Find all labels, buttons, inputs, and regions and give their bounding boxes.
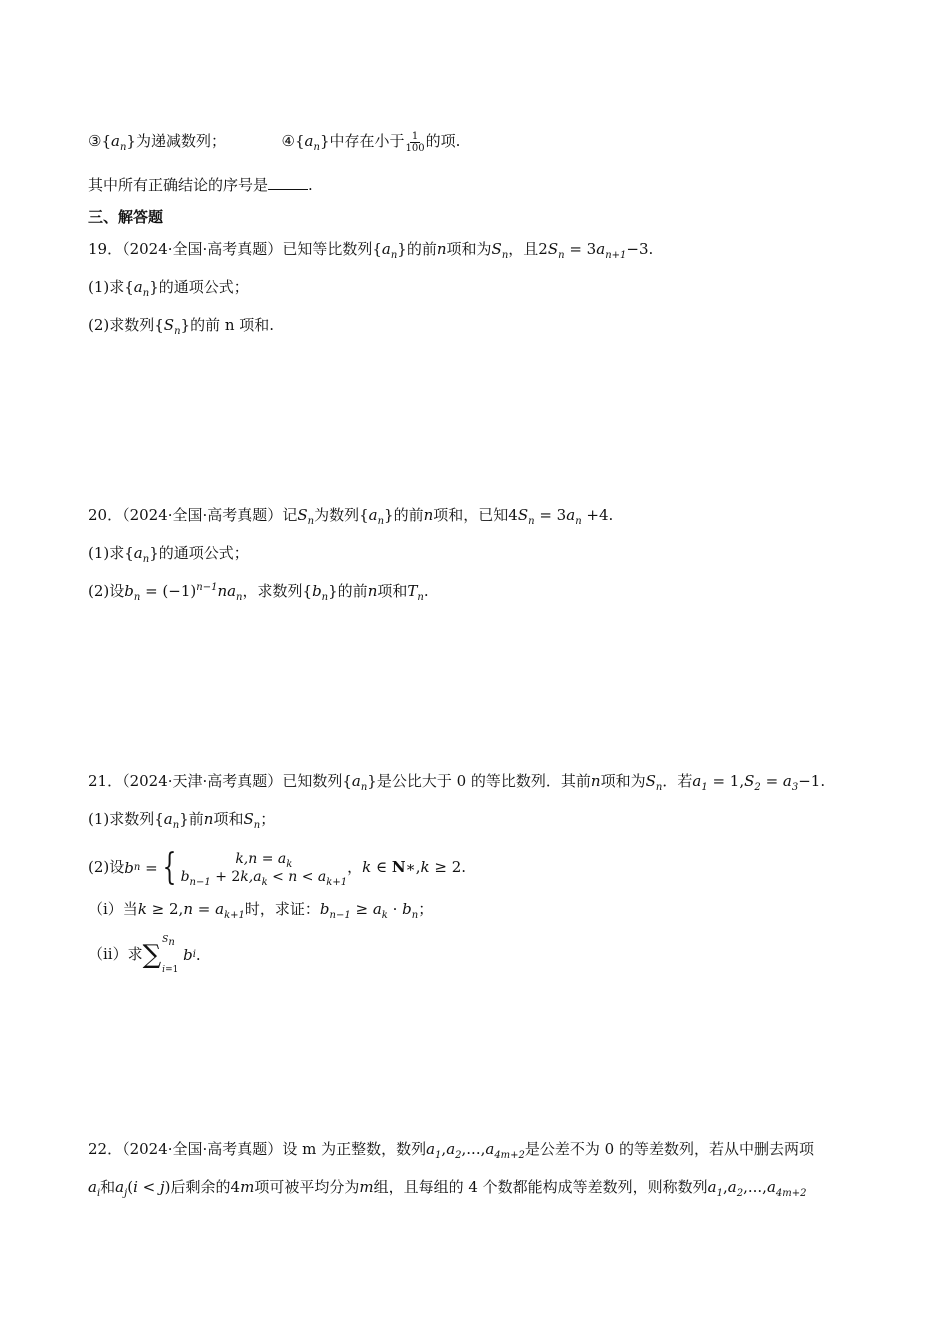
- item-4-text: 中存在小于: [329, 132, 405, 150]
- math-seq-an: $\{a_n\}$: [294, 132, 330, 153]
- math-equation: $a_1 = 1,S_2 = a_3-1$.: [692, 772, 826, 793]
- item-3-text: 为递减数列；: [135, 132, 226, 150]
- q22-source: （2024·全国·高考真题）: [122, 1140, 283, 1158]
- q20-part1: (1)求$\{a_n\}$的通项公式；: [88, 544, 249, 565]
- q21-sub1: （i）当$k \ge 2,n = a_{k+1}$时，求证：$b_{n-1} \ge a_k \cdot b_n$；: [88, 900, 434, 921]
- q19-stem: 19．（2024·全国·高考真题）已知等比数列$\{a_n\}$的前n项和为$S_n$，且$2S_n = 3a_{n+1}-3$.: [88, 240, 654, 261]
- q21-stem: 21．（2024·天津·高考真题）已知数列$\{a_n\}$是公比大于 0 的等比数列．其前n项和为$S_n$．若$a_1 = 1,S_2 = a_3-1$.: [88, 772, 826, 793]
- item-4-mark: ④: [281, 132, 295, 150]
- q20-source: （2024·全国·高考真题）: [122, 506, 283, 524]
- section-title: 三、解答题: [88, 208, 164, 226]
- item-4-tail: 的项.: [425, 132, 461, 150]
- math-seq-an: $\{a_n\}$: [372, 240, 407, 261]
- q21-source: （2024·天津·高考真题）: [122, 772, 283, 790]
- q19-part2: (2)求数列$\{S_n\}$的前 n 项和.: [88, 316, 275, 337]
- question-text: 其中所有正确结论的序号是: [88, 176, 269, 194]
- fraction-1-100: $\frac{1}{100}$: [405, 130, 425, 154]
- q20-number: 20．: [88, 506, 123, 524]
- q22-number: 22．: [88, 1140, 123, 1158]
- q22-line2: $a_i$和$a_j(i < j)$后剩余的4m项可被平均分为m组，且每组的 4 个数都能构成等差数列，则称数列$a_1,a_2,...,a_{4m+2}$: [88, 1178, 807, 1199]
- item-3-mark: ③: [88, 132, 102, 150]
- q21-number: 21．: [88, 772, 123, 790]
- q22-stem: 22．（2024·全国·高考真题）设 m 为正整数，数列$a_1,a_2,...,a_{4m+2}$是公差不为 0 的等差数列，若从中删去两项: [88, 1140, 814, 1161]
- q21-sub2: （ii）求 ∑ $S_n$ i=1 b i .: [88, 935, 201, 975]
- q19-part1: (1)求$\{a_n\}$的通项公式；: [88, 278, 249, 299]
- q20-part2: (2)设$b_n = (-1)^{n-1}na_n$，求数列$\{b_n\}$的前n项和$T_n$.: [88, 582, 429, 603]
- q19-source: （2024·全国·高考真题）: [122, 240, 283, 258]
- answer-blank[interactable]: [268, 175, 308, 190]
- question-line: 其中所有正确结论的序号是 .: [88, 176, 313, 194]
- q20-stem: 20．（2024·全国·高考真题）记$S_n$为数列$\{a_n\}$的前n项和，已知$4S_n = 3a_n +4$.: [88, 506, 614, 527]
- summation: ∑ $S_n$ i=1 b i .: [142, 935, 201, 975]
- math-seq-an: $\{a_n\}$: [101, 132, 136, 153]
- q19-number: 19．: [88, 240, 123, 258]
- q21-part2: (2)设b n = { $k,n = a_k$ $b_{n-1} + 2k,a_k < n < a_{k+1}$ ，k ∈ N∗,k ≥ 2.: [88, 847, 467, 888]
- math-equation: $4S_n = 3a_n +4$.: [508, 506, 614, 527]
- item-row-3-4: [88, 130, 460, 154]
- q21-part1: (1)求数列$\{a_n\}$前n项和$S_n$；: [88, 810, 276, 831]
- math-equation: $2S_n = 3a_{n+1}-3$.: [538, 240, 654, 261]
- piecewise-definition: b n = { $k,n = a_k$ $b_{n-1} + 2k,a_k < n < a_{k+1}$: [124, 847, 348, 888]
